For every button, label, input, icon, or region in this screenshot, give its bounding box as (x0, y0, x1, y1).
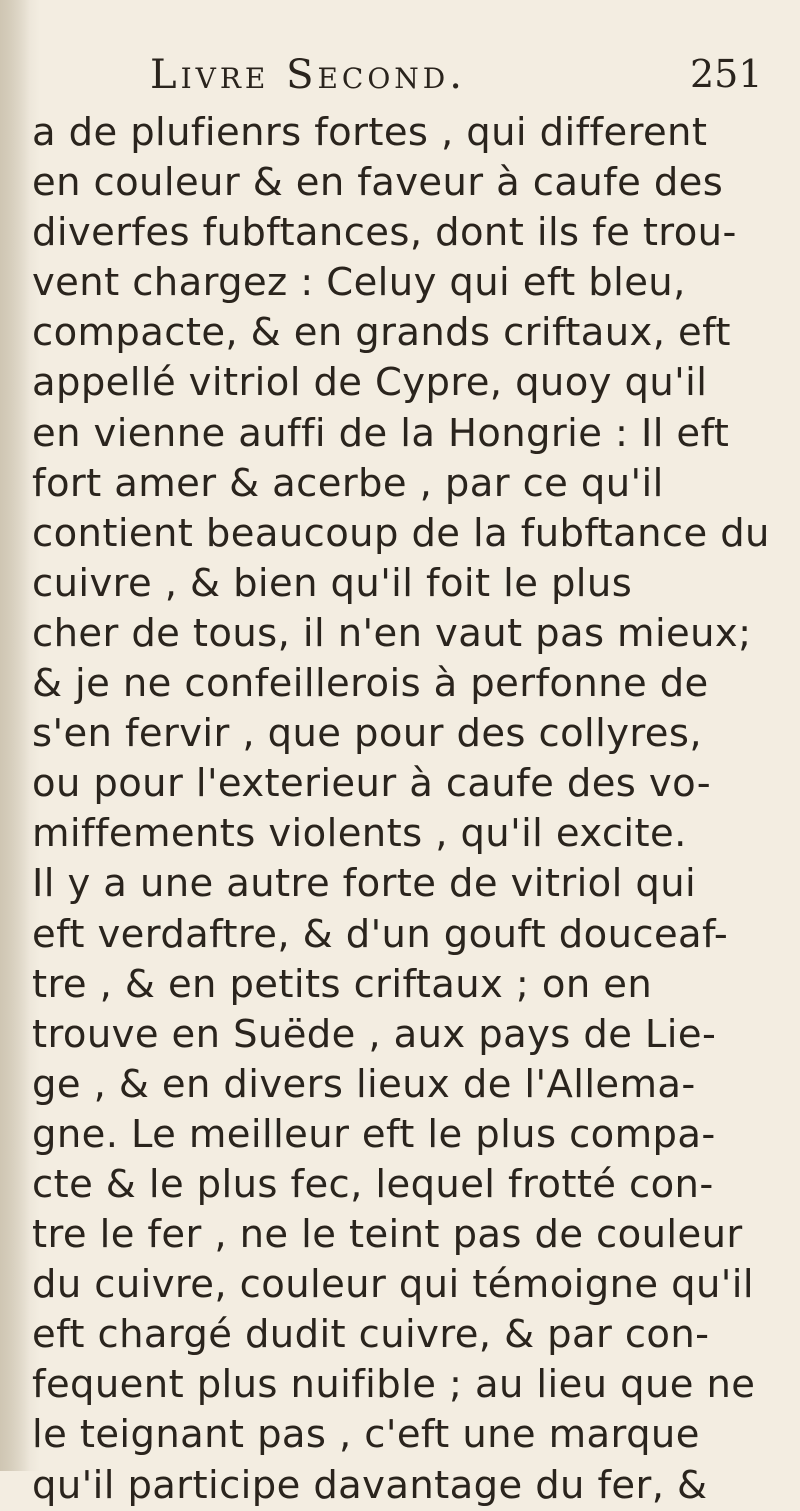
text-line: trouve en Suëde , aux pays de Lie- (32, 1011, 717, 1057)
text-line: du cuivre, couleur qui témoigne qu'il (32, 1262, 754, 1308)
text-line: fequent plus nuifible ; au lieu que ne (32, 1362, 756, 1408)
text-line: en couleur & en faveur à caufe des (32, 160, 724, 206)
text-line: & je ne confeillerois à perfonne de (32, 661, 709, 707)
text-line: en vienne auffi de la Hongrie : Il eft (32, 410, 730, 456)
text-line: diverfes fubftances, dont ils fe trou- (32, 210, 737, 256)
text-line: ge , & en divers lieux de l'Allema- (32, 1061, 696, 1107)
text-line: tre , & en petits criftaux ; on en (32, 961, 653, 1007)
text-line: eft chargé dudit cuivre, & par con- (32, 1312, 710, 1358)
text-line: qu'il participe davantage du fer, & (32, 1462, 708, 1508)
text-line: s'en fervir , que pour des collyres, (32, 711, 702, 757)
page-gutter-shadow (0, 0, 30, 1471)
text-line: gne. Le meilleur eft le plus compa- (32, 1111, 716, 1157)
text-line: miffements violents , qu'il excite. (32, 811, 687, 857)
body-text (32, 108, 777, 1511)
text-line: a de plufienrs fortes , qui different (32, 110, 708, 155)
running-head (0, 52, 800, 102)
running-title: Livre Second. (150, 52, 466, 98)
text-line: appellé vitriol de Cypre, quoy qu'il (32, 360, 708, 406)
page-number: 251 (690, 52, 763, 96)
text-line: fort amer & acerbe , par ce qu'il (32, 460, 664, 506)
text-line: tre le fer , ne le teint pas de couleur (32, 1212, 743, 1258)
text-line: compacte, & en grands criftaux, eft (32, 310, 731, 356)
text-line: contient beaucoup de la fubftance du (32, 510, 770, 556)
text-line: cher de tous, il n'en vaut pas mieux; (32, 610, 752, 656)
text-line: vent chargez : Celuy qui eft bleu, (32, 260, 686, 306)
text-line: le teignant pas , c'eft une marque (32, 1412, 700, 1458)
text-line: ou pour l'exterieur à caufe des vo- (32, 761, 712, 807)
text-line: eft verdaftre, & d'un gouft douceaf- (32, 911, 729, 957)
text-line: cte & le plus fec, lequel frotté con- (32, 1161, 714, 1207)
text-line: Il y a une autre forte de vitriol qui (32, 861, 697, 907)
text-line: cuivre , & bien qu'il foit le plus (32, 560, 633, 606)
